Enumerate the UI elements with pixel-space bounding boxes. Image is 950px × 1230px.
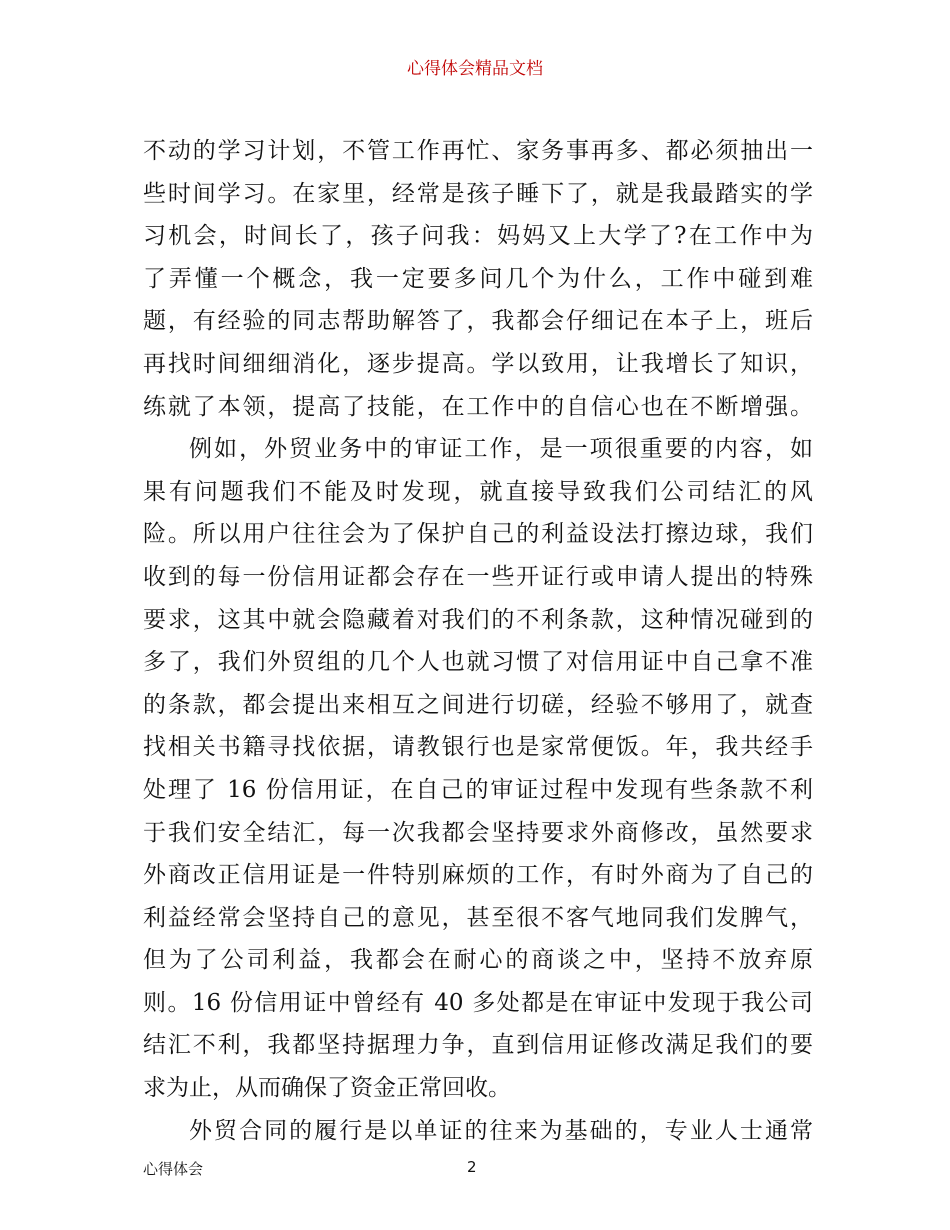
text-line: 再找时间细细消化，逐步提高。学以致用，让我增长了知识， [143,350,813,377]
text-line: 习机会，时间长了，孩子问我：妈妈又上大学了?在工作中为 [143,223,813,250]
text-line: 多了，我们外贸组的几个人也就习惯了对信用证中自己拿不准 [143,649,813,676]
text-line: 利益经常会坚持自己的意见，甚至很不客气地同我们发脾气， [143,904,813,931]
text-line: 例如，外贸业务中的审证工作，是一项很重要的内容，如 [189,436,813,463]
text-line: 要求，这其中就会隐藏着对我们的不利条款，这种情况碰到的 [143,606,813,633]
document-body [143,130,813,1152]
text-line: 了弄懂一个概念，我一定要多问几个为什么，工作中碰到难 [143,265,813,292]
text-line: 不动的学习计划，不管工作再忙、家务事再多、都必须抽出一 [143,138,813,164]
text-line: 结汇不利，我都坚持据理力争，直到信用证修改满足我们的要 [143,1032,813,1059]
text-line: 找相关书籍寻找依据，请教银行也是家常便饭。年，我共经手 [143,734,813,761]
text-line: 外商改正信用证是一件特别麻烦的工作，有时外商为了自己的 [143,862,813,889]
text-line: 收到的每一份信用证都会存在一些开证行或申请人提出的特殊 [143,563,813,590]
text-line: 练就了本领，提高了技能，在工作中的自信心也在不断增强。 [143,393,813,420]
text-line: 的条款，都会提出来相互之间进行切磋，经验不够用了，就查 [143,691,813,718]
text-line: 求为止，从而确保了资金正常回收。 [143,1075,511,1102]
text-line: 外贸合同的履行是以单证的往来为基础的，专业人士通常 [189,1117,813,1144]
text-line: 但为了公司利益，我都会在耐心的商谈之中，坚持不放弃原 [143,947,813,974]
text-line: 险。所以用户往往会为了保护自己的利益设法打擦边球，我们 [143,521,813,548]
page-footer-label: 心得体会 [143,1160,204,1178]
text-line: 些时间学习。在家里，经常是孩子睡下了，就是我最踏实的学 [143,180,813,207]
text-line: 题，有经验的同志帮助解答了，我都会仔细记在本子上，班后 [143,308,813,335]
page-header-title: 心得体会精品文档 [407,59,543,79]
page-number: 2 [467,1158,477,1176]
text-line: 则。16 份信用证中曾经有 40 多处都是在审证中发现于我公司 [143,989,813,1016]
text-line: 于我们安全结汇，每一次我都会坚持要求外商修改，虽然要求 [143,819,813,846]
text-line: 果有问题我们不能及时发现，就直接导致我们公司结汇的风 [143,478,813,505]
text-line: 处理了 16 份信用证，在自己的审证过程中发现有些条款不利 [143,776,813,803]
